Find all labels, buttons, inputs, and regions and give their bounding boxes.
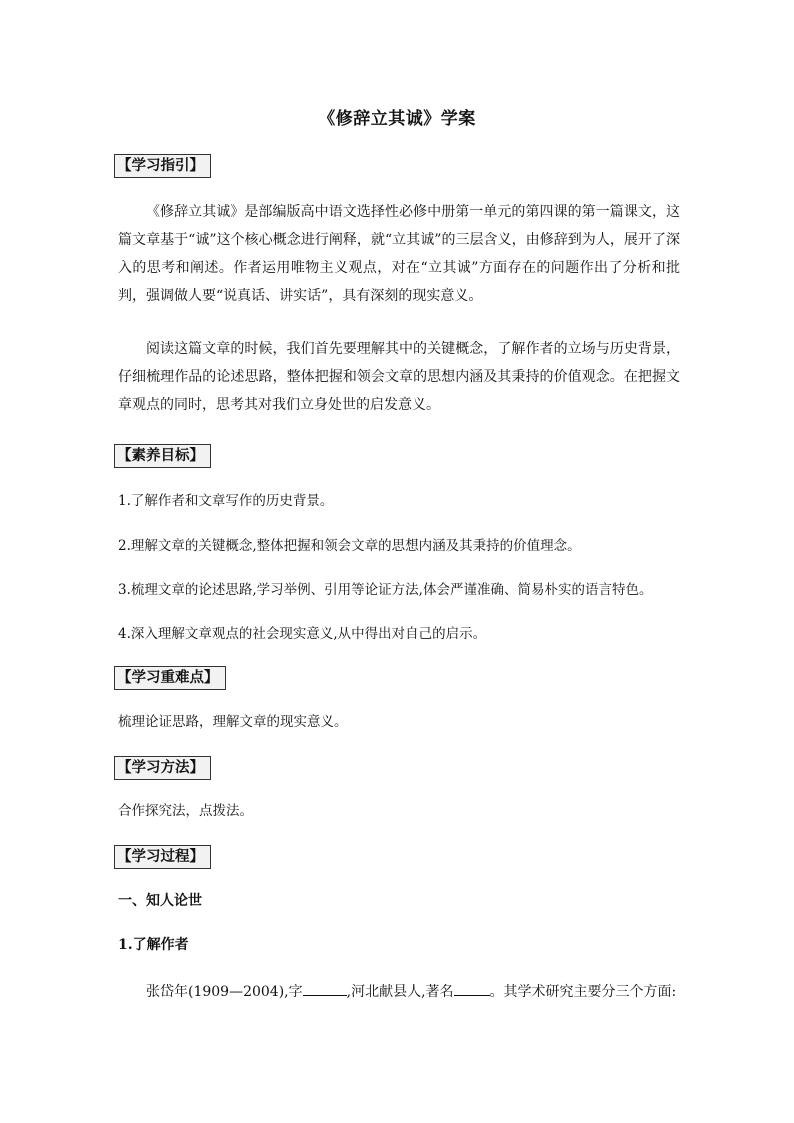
goal-item-2: 2.理解文章的关键概念,整体把握和领会文章的思想内涵及其秉持的价值理念。 bbox=[118, 538, 581, 554]
blank-profession[interactable] bbox=[454, 981, 490, 996]
key-points-text: 梳理论证思路，理解文章的现实意义。 bbox=[118, 714, 348, 730]
goal-item-3: 3.梳理文章的论述思路,学习举例、引用等论证方法,体会严谨准确、简易朴实的语言特色。 bbox=[118, 582, 653, 598]
goal-item-4: 4.深入理解文章观点的社会现实意义,从中得出对自己的启示。 bbox=[118, 626, 487, 642]
section-heading-guide: 【学习指引】 bbox=[114, 154, 211, 178]
section-heading-method: 【学习方法】 bbox=[114, 756, 211, 780]
guide-paragraph-2: 阅读这篇文章的时候，我们首先要理解其中的关键概念，了解作者的立场与历史背景，仔细梳理作品的论述思路，整体把握和领会文章的思想内涵及其秉持的价值观念。在把握文章观点的同时，思考其对我们立身处世的启发意义。 bbox=[118, 341, 680, 413]
process-part-1-heading: 一、知人论世 bbox=[118, 893, 202, 909]
author-line-part-c: 。其学术研究主要分三个方面: bbox=[489, 984, 677, 1000]
author-line-part-a: 张岱年(1909—2004),字 bbox=[146, 984, 303, 1000]
section-heading-goals: 【素养目标】 bbox=[114, 444, 211, 468]
author-line-part-b: ,河北献县人,著名 bbox=[346, 984, 454, 1000]
process-sub-1-heading: 1.了解作者 bbox=[118, 937, 189, 953]
guide-paragraph-1: 《修辞立其诚》是部编版高中语文选择性必修中册第一单元的第四课的第一篇课文，这篇文章基于“诚”这个核心概念进行阐释，就“立其诚”的三层含义，由修辞到为人，展开了深入的思考和阐述。作者运用唯物主义观点，对在“立其诚”方面存在的问题作出了分析和批判，强调做人要“说真话、讲实话”，具有深刻的现实意义。 bbox=[118, 204, 680, 304]
goal-item-1: 1.了解作者和文章写作的历史背景。 bbox=[118, 493, 334, 509]
method-text: 合作探究法，点拨法。 bbox=[118, 803, 253, 819]
section-heading-process: 【学习过程】 bbox=[114, 845, 211, 869]
blank-courtesy-name[interactable] bbox=[303, 981, 347, 996]
section-heading-key-points: 【学习重难点】 bbox=[114, 666, 226, 690]
author-fill-in-line bbox=[118, 981, 716, 1002]
page-title: 《修辞立其诚》学案 bbox=[318, 109, 476, 129]
